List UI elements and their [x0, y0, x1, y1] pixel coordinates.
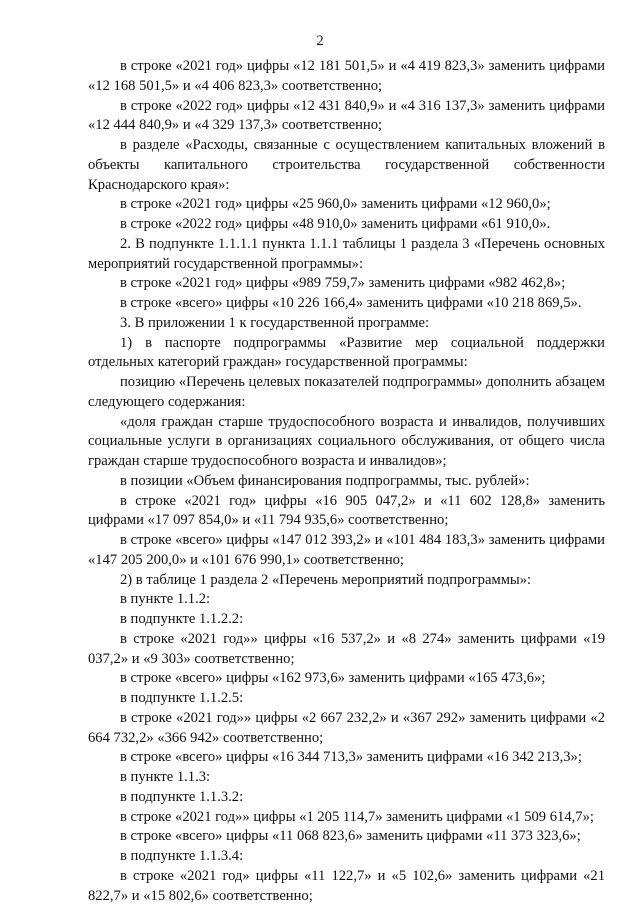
page-number: 2: [316, 33, 324, 49]
paragraph: в строке «2021 год» цифры «12 181 501,5» и «4 419 823,3» заменить цифрами «12 168 501,5» и «4 406 823,3» соответственно;: [88, 58, 605, 94]
paragraph: в позиции «Объем финансирования подпрограммы, тыс. рублей»:: [120, 472, 530, 489]
paragraph: в пункте 1.1.2:: [120, 591, 211, 608]
paragraph: позицию «Перечень целевых показателей подпрограммы» дополнить абзацем следующего содержания:: [88, 374, 605, 410]
paragraph: в строке «всего» цифры «162 973,6» заменить цифрами «165 473,6»;: [120, 670, 546, 687]
paragraph: в строке «2021 год» цифры «11 122,7» и «5 102,6» заменить цифрами «21 822,7» и «15 802,6» соответственно;: [88, 867, 605, 904]
paragraph: «доля граждан старше трудоспособного возраста и инвалидов, получивших социальные услуги в организациях социального обслуживания, от общего числа граждан старше трудоспособного возраста и инвалидов»;: [88, 413, 605, 469]
paragraph: в строке «2021 год» цифры «989 759,7» заменить цифрами «982 462,8»;: [120, 275, 566, 292]
document-body: [88, 57, 605, 906]
paragraph: 2. В подпункте 1.1.1.1 пункта 1.1.1 таблицы 1 раздела 3 «Перечень основных мероприятий государственной программы»:: [88, 235, 605, 272]
paragraph: в строке «2022 год» цифры «12 431 840,9» и «4 316 137,3» заменить цифрами «12 444 840,9» и «4 329 137,3» соответственно;: [88, 97, 605, 134]
paragraph: в строке «2021 год» цифры «16 905 047,2» и «11 602 128,8» заменить цифрами «17 097 854,0» и «11 794 935,6» соответственно;: [88, 492, 605, 529]
paragraph: в строке «2021 год»» цифры «1 205 114,7» заменить цифрами «1 509 614,7»;: [120, 808, 594, 825]
paragraph: в строке «2021 год» цифры «25 960,0» заменить цифрами «12 960,0»;: [120, 196, 551, 213]
paragraph: в строке «2021 год»» цифры «16 537,2» и «8 274» заменить цифрами «19 037,2» и «9 303» соответственно;: [88, 630, 605, 667]
paragraph: в пункте 1.1.3:: [120, 769, 211, 785]
paragraph: в строке «всего» цифры «11 068 823,6» заменить цифрами «11 373 323,6»;: [120, 828, 581, 845]
paragraph: в строке «всего» цифры «10 226 166,4» заменить цифрами «10 218 869,5».: [120, 295, 582, 311]
paragraph: в разделе «Расходы, связанные с осуществлением капитальных вложений в объекты капитального строительства государственной собственности Краснодарского края»:: [88, 137, 605, 193]
paragraph: 3. В приложении 1 к государственной программе:: [120, 314, 430, 331]
paragraph: в строке «всего» цифры «147 012 393,2» и «101 484 183,3» заменить цифрами «147 205 200,0» и «101 676 990,1» соответственно;: [88, 532, 605, 568]
paragraph: в подпункте 1.1.3.4:: [120, 848, 244, 864]
paragraph: в строке «2022 год» цифры «48 910,0» заменить цифрами «61 910,0».: [120, 216, 551, 232]
paragraph: в подпункте 1.1.3.2:: [120, 788, 244, 805]
paragraph: в строке «2021 год»» цифры «2 667 232,2» и «367 292» заменить цифрами «2 664 732,2» «366 942» соответственно;: [88, 709, 605, 746]
paragraph: 1) в паспорте подпрограммы «Развитие мер социальной поддержки отдельных категорий граждан» государственной программы:: [88, 334, 605, 371]
paragraph: в подпункте 1.1.2.5:: [120, 690, 244, 706]
paragraph: в строке «всего» цифры «16 344 713,3» заменить цифрами «16 342 213,3»;: [120, 749, 582, 766]
paragraph: 2) в таблице 1 раздела 2 «Перечень мероприятий подпрограммы»:: [120, 571, 532, 588]
paragraph: в подпункте 1.1.2.2:: [120, 611, 244, 627]
